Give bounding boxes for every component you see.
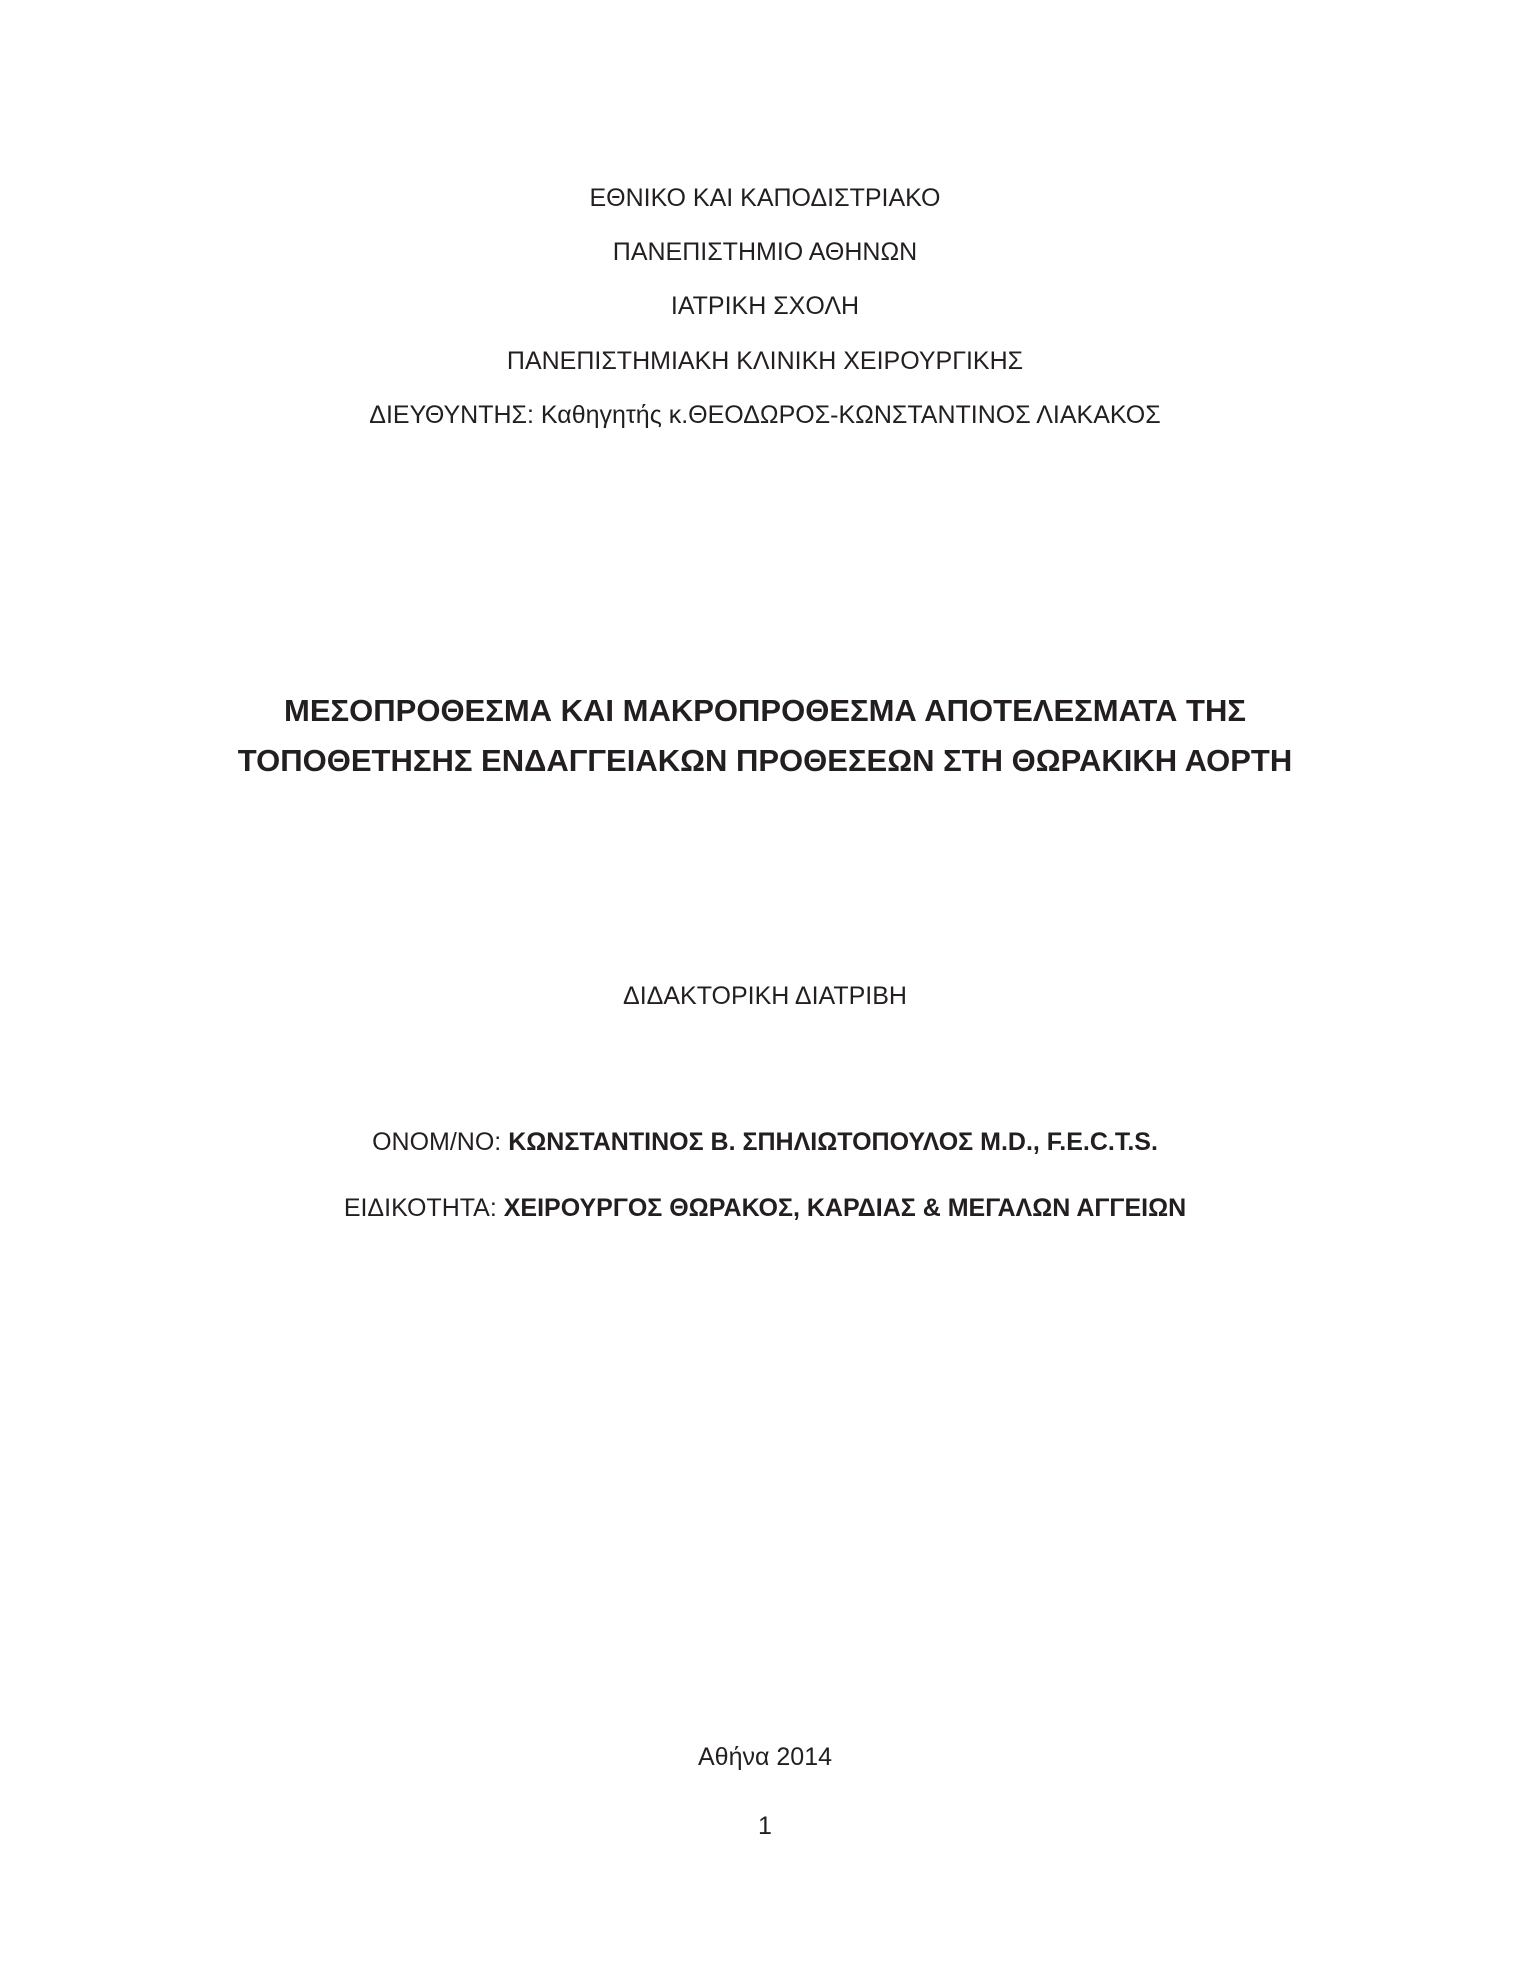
university-name-line2: ΠΑΝΕΠΙΣΤΗΜΙΟ ΑΘΗΝΩΝ: [612, 238, 918, 266]
author-name: ΚΩΝΣΤΑΝΤΙΝΟΣ Β. ΣΠΗΛΙΩΤΟΠΟΥΛΟΣ M.D., F.E.C.T.S.: [508, 1128, 1158, 1156]
thesis-title-line2: ΤΟΠΟΘΕΤΗΣΗΣ ΕΝΔΑΓΓΕΙΑΚΩΝ ΠΡΟΘΕΣΕΩΝ ΣΤΗ ΘΩΡΑΚΙΚΗ ΑΟΡΤΗ: [237, 743, 1293, 778]
thesis-type: ΔΙΔΑΚΤΟΡΙΚΗ ΔΙΑΤΡΙΒΗ: [623, 982, 907, 1010]
school-name: ΙΑΤΡΙΚΗ ΣΧΟΛΗ: [670, 292, 860, 320]
specialty-value: ΧΕΙΡΟΥΡΓΟΣ ΘΩΡΑΚΟΣ, ΚΑΡΔΙΑΣ & ΜΕΓΑΛΩΝ ΑΓΓΕΙΩΝ: [503, 1194, 1187, 1222]
place-year: Αθήνα 2014: [698, 1743, 832, 1771]
author-label: ΟΝΟΜ/ΝΟ:: [372, 1128, 509, 1156]
specialty-label: ΕΙΔΙΚΟΤΗΤΑ:: [343, 1194, 504, 1222]
director-line: ΔΙΕΥΘΥΝΤΗΣ: Καθηγητής κ.ΘΕΟΔΩΡΟΣ-ΚΩΝΣΤΑΝΤΙΝΟΣ ΛΙΑΚΑΚΟΣ: [369, 401, 1161, 429]
clinic-name: ΠΑΝΕΠΙΣΤΗΜΙΑΚΗ ΚΛΙΝΙΚΗ ΧΕΙΡΟΥΡΓΙΚΗΣ: [506, 347, 1024, 375]
page-number: 1: [758, 1812, 772, 1840]
specialty-line: [0, 1192, 1530, 1224]
university-name-line1: ΕΘΝΙΚΟ ΚΑΙ ΚΑΠΟΔΙΣΤΡΙΑΚΟ: [589, 184, 941, 212]
thesis-title-line1: ΜΕΣΟΠΡΟΘΕΣΜΑ ΚΑΙ ΜΑΚΡΟΠΡΟΘΕΣΜΑ ΑΠΟΤΕΛΕΣΜΑΤΑ ΤΗΣ: [284, 693, 1246, 728]
author-line: [0, 1126, 1530, 1158]
